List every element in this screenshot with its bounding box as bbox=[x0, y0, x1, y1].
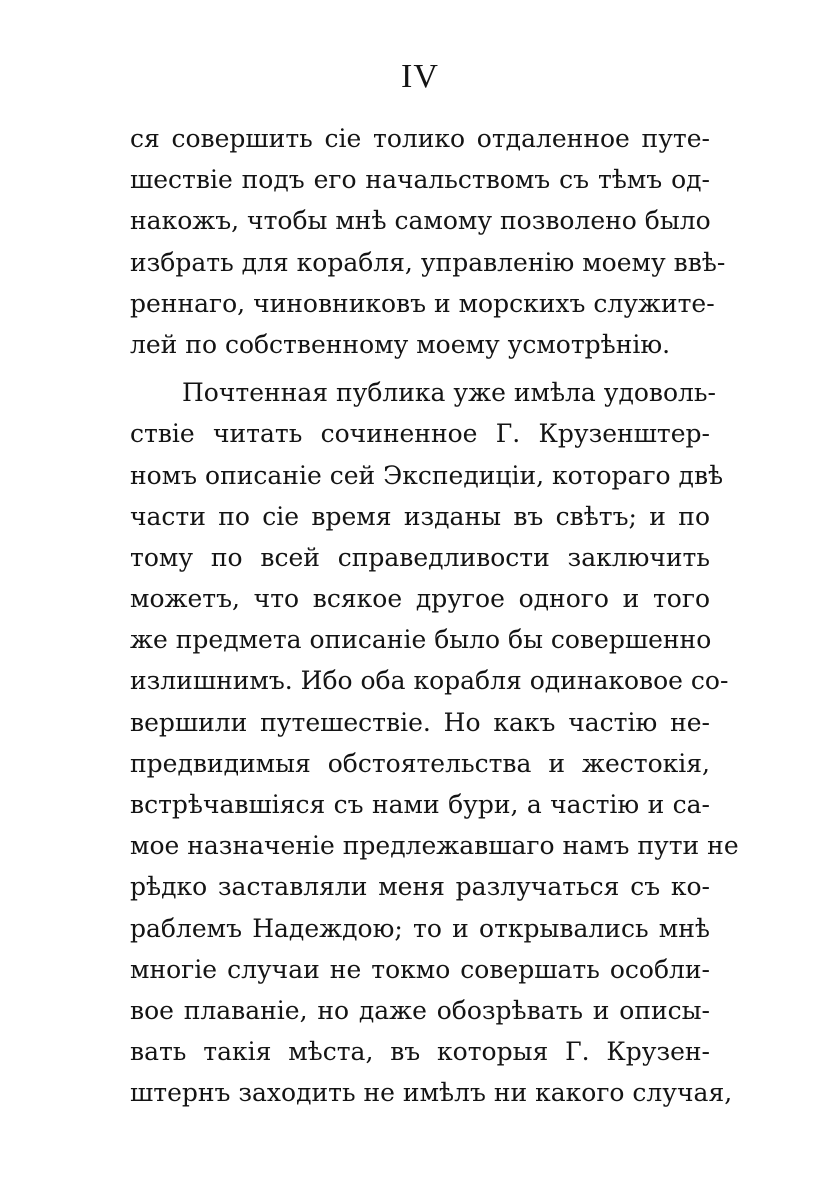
text-line: вершили путешествіе. Но какъ частію не- bbox=[130, 707, 710, 737]
text-line: мое назначеніе предлежавшаго намъ пути не bbox=[130, 831, 739, 861]
paragraph-1 bbox=[130, 118, 726, 365]
text-line: части по сіе время изданы въ свѣтъ; и по bbox=[130, 501, 710, 531]
text-line: номъ описаніе сей Экспедиціи, котораго двѣ bbox=[130, 460, 724, 490]
text-line: предвидимыя обстоятельства и жестокія, bbox=[130, 748, 710, 778]
text-line: можетъ, что всякое другое одного и того bbox=[130, 584, 710, 614]
text-line: же предмета описаніе было бы совершенно bbox=[130, 625, 712, 655]
text-line: вать такія мѣста, въ которыя Г. Крузен- bbox=[130, 1037, 710, 1067]
page-number: IV bbox=[401, 58, 439, 95]
text-line: ся совершить сіе толико отдаленное путе- bbox=[130, 124, 710, 153]
text-line: излишнимъ. Ибо оба корабля одинаковое со- bbox=[130, 666, 729, 696]
text-line: рѣдко заставляли меня разлучаться съ ко- bbox=[130, 872, 710, 902]
text-line: штернъ заходить не имѣлъ ни какого случая, bbox=[130, 1078, 733, 1108]
text-line: избрать для корабля, управленію моему ввѣ- bbox=[130, 247, 726, 277]
text-line: раблемъ Надеждою; то и открывались мнѣ bbox=[130, 913, 710, 943]
text-line: тому по всей справедливости заключить bbox=[130, 542, 710, 572]
paragraph-2 bbox=[130, 372, 739, 1113]
text-line: многіе случаи не токмо совершать особли- bbox=[130, 954, 710, 984]
body-text bbox=[130, 118, 739, 1114]
text-line: лей по собственному моему усмотрѣнію. bbox=[130, 329, 671, 359]
text-line: вое плаваніе, но даже обозрѣвать и описы- bbox=[130, 995, 710, 1025]
text-line: реннаго, чиновниковъ и морскихъ служите- bbox=[130, 288, 715, 318]
text-line: встрѣчавшіяся съ нами бури, а частію и са- bbox=[130, 790, 710, 819]
text-line: шествіе подъ его начальствомъ съ тѣмъ од- bbox=[130, 165, 710, 195]
text-line: накожъ, чтобы мнѣ самому позволено было bbox=[130, 206, 711, 236]
text-line: Почтенная публика уже имѣла удоволь- bbox=[182, 378, 716, 408]
text-line: ствіе читать сочиненное Г. Крузенштер- bbox=[130, 419, 710, 449]
